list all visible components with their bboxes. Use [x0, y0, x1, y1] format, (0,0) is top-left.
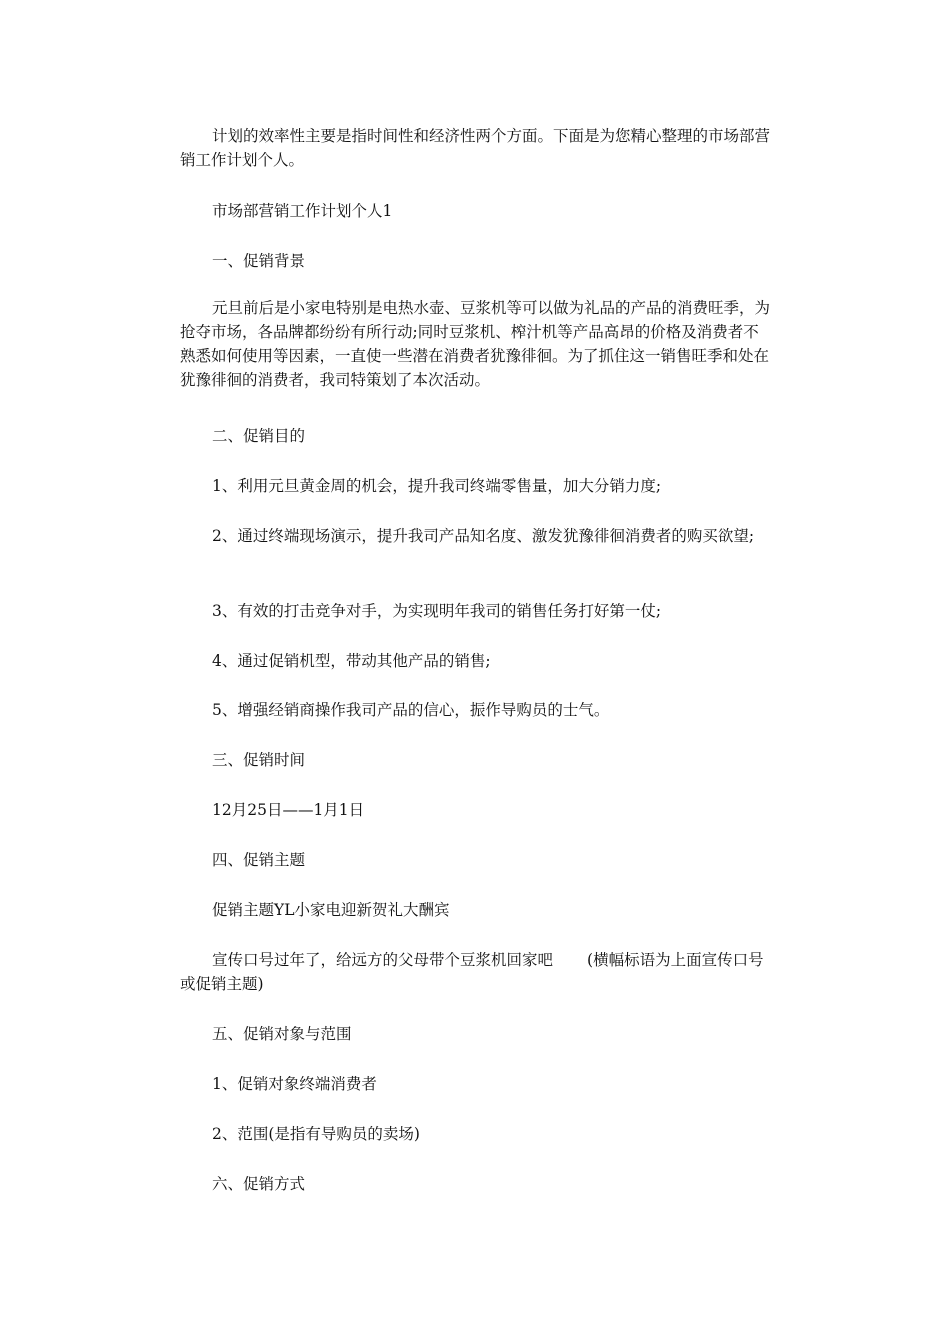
- section-heading-time: 三、促销时间: [212, 751, 306, 769]
- slogan-note-text: (横幅标语为上面宣传口号或促销主题): [180, 951, 764, 993]
- target-item: 1、促销对象终端消费者: [212, 1075, 377, 1093]
- section-heading-theme: 四、促销主题: [212, 851, 306, 869]
- section-heading-background: 一、促销背景: [212, 252, 306, 270]
- slogan-paragraph: [180, 948, 772, 996]
- section-heading-target: 五、促销对象与范围: [212, 1025, 352, 1043]
- promo-time-text: 12月25日——1月1日: [212, 801, 365, 819]
- goal-item: 4、通过促销机型，带动其他产品的销售;: [212, 652, 491, 670]
- document-title: 市场部营销工作计划个人1: [212, 202, 393, 220]
- goal-item: 5、增强经销商操作我司产品的信心，振作导购员的士气。: [212, 701, 610, 719]
- goal-item: 2、通过终端现场演示，提升我司产品知名度、激发犹豫徘徊消费者的购买欲望;: [212, 527, 755, 545]
- background-paragraph: 元旦前后是小家电特别是电热水壶、豆浆机等可以做为礼品的产品的消费旺季，为抢夺市场，各品牌都纷纷有所行动;同时豆浆机、榨汁机等产品高昂的价格及消费者不熟悉如何使用等因素，一直使一些潜在消费者犹豫徘徊。为了抓住这一销售旺季和处在犹豫徘徊的消费者，我司特策划了本次活动。: [180, 299, 771, 389]
- intro-paragraph: 计划的效率性主要是指时间性和经济性两个方面。下面是为您精心整理的市场部营销工作计划个人。: [180, 127, 771, 169]
- promo-theme-text: 促销主题YL小家电迎新贺礼大酬宾: [212, 901, 450, 919]
- section-heading-purpose: 二、促销目的: [212, 427, 306, 445]
- target-item: 2、范围(是指有导购员的卖场): [212, 1125, 420, 1143]
- goal-item: 3、有效的打击竞争对手，为实现明年我司的销售任务打好第一仗;: [212, 602, 662, 620]
- section-heading-method: 六、促销方式: [212, 1175, 306, 1193]
- slogan-main-text: 宣传口号过年了，给远方的父母带个豆浆机回家吧: [212, 951, 554, 969]
- goal-item: 1、利用元旦黄金周的机会，提升我司终端零售量，加大分销力度;: [212, 477, 662, 495]
